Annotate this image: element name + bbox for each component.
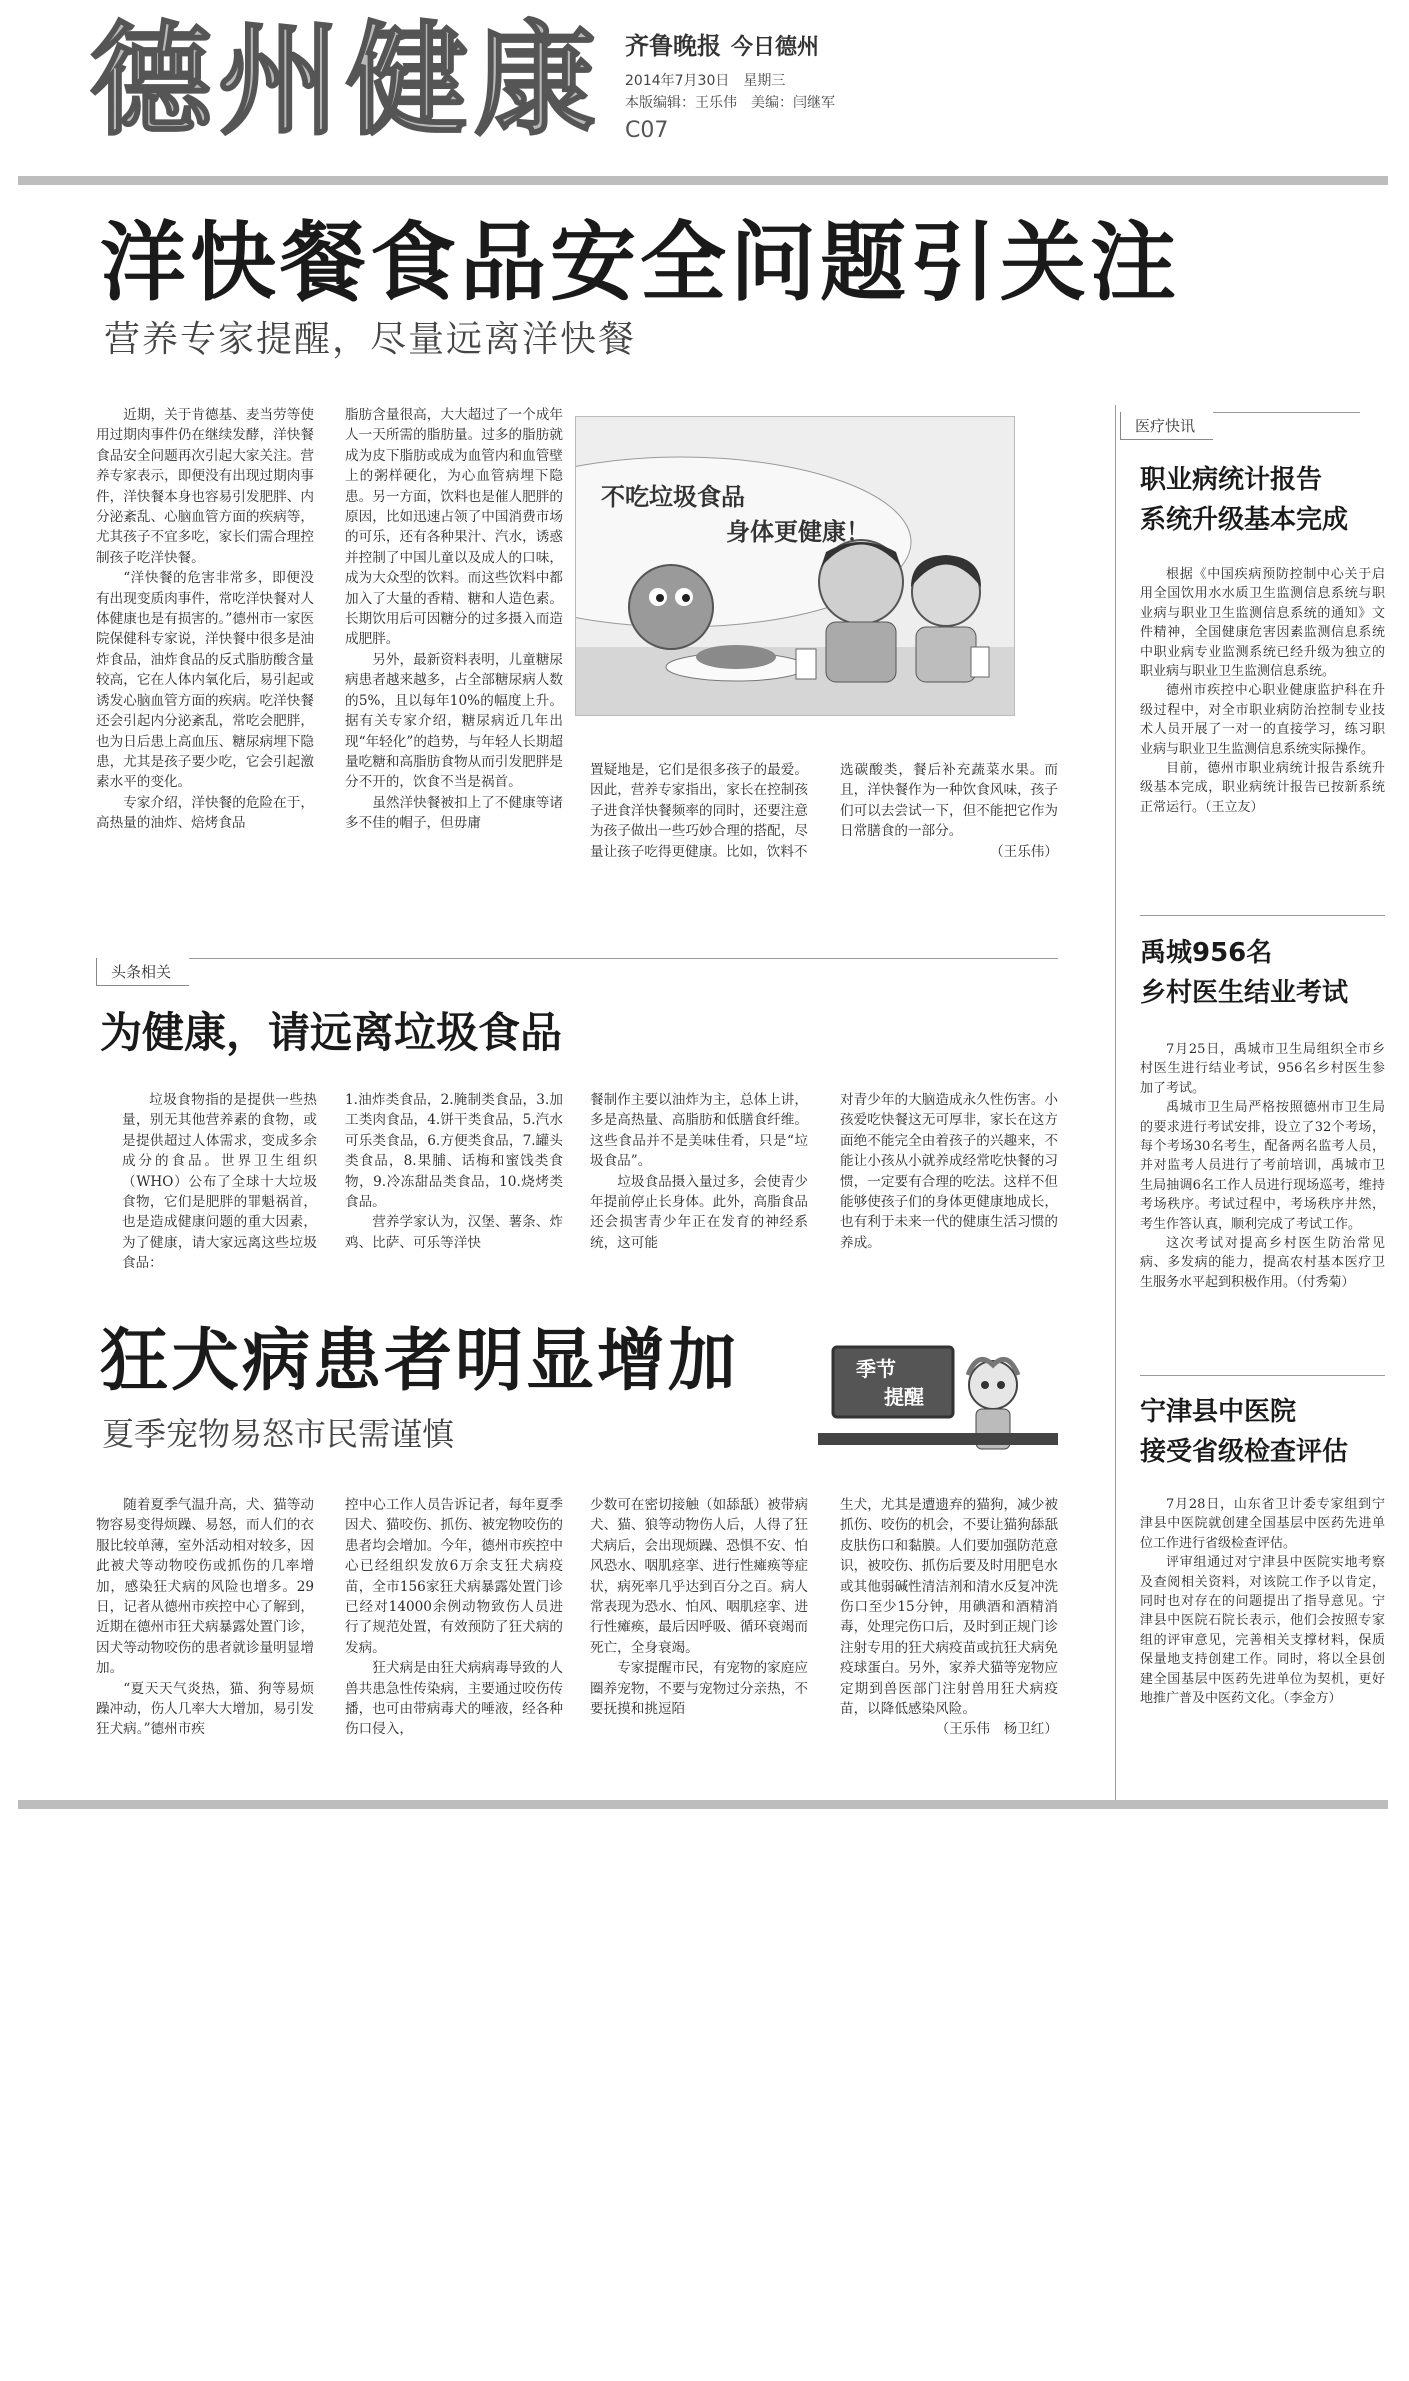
paragraph: 7月28日，山东省卫计委专家组到宁津县中医院就创建全国基层中医药先进单位工作进行省级检查评估。 bbox=[1140, 1497, 1385, 1551]
rabies-headline: 狂犬病患者明显增加 bbox=[100, 1322, 740, 1401]
paragraph: 生犬，尤其是遭遗弃的猫狗，减少被抓伤、咬伤的机会，不要让猫狗舔舐皮肤伤口和黏膜。人们要加强防范意识，被咬伤、抓伤后要及时用肥皂水或其他弱碱性清洁剂和清水反复冲洗伤口至少15分钟，用碘酒和酒精消毒，处理完伤口后，及时到正规门诊注射专用的狂犬病疫苗或抗狂犬病免疫球蛋白。另外，家养犬猫等宠物应定期到兽医部门注射兽用狂犬病疫苗，以降低感染风险。 bbox=[840, 1497, 1058, 1718]
issue-date: 2014年7月30日 星期三 bbox=[625, 73, 786, 89]
paragraph: 目前，德州市职业病统计报告系统升级基本完成，职业病统计报告已按新系统正常运行。（王立友） bbox=[1140, 761, 1385, 815]
news2-body bbox=[1140, 1040, 1385, 1370]
news2-title-line2: 乡村医生结业考试 bbox=[1140, 978, 1349, 1008]
sidebar-tab: 医疗快讯 bbox=[1120, 412, 1213, 440]
related-headline: 为健康，请远离垃圾食品 bbox=[100, 1008, 563, 1057]
paragraph: 脂肪含量很高，大大超过了一个成年人一天所需的脂肪量。过多的脂肪就成为皮下脂肪或成为血管内和血管壁上的粥样硬化，为心血管病埋下隐患。另一方面，饮料也是催人肥胖的原因，比如迅速占领了中国消费市场的可乐，还有各种果汁、汽水，诱惑并控制了中国儿童以及成人的口味，成为大众型的饮料。而这些饮料中都加入了大量的香精、糖和人造色素。长期饮用后可因糖分的过多摄入而造成肥胖。 bbox=[345, 407, 563, 648]
lead-illustration bbox=[575, 416, 1015, 716]
related-column-2 bbox=[345, 1090, 563, 1280]
paragraph: 置疑地是，它们是很多孩子的最爱。因此，营养专家指出，家长在控制孩子进食洋快餐频率的同时，还要注意为孩子做出一些巧妙合理的搭配，尽量让孩子吃得更健康。比如，饮料不 bbox=[590, 762, 808, 860]
rabies-column-3 bbox=[590, 1495, 808, 1785]
news3-title bbox=[1140, 1392, 1348, 1472]
lead-column-3 bbox=[590, 760, 808, 910]
paragraph: 专家介绍，洋快餐的危险在于，高热量的油炸、焙烤食品 bbox=[96, 794, 314, 832]
bottom-divider bbox=[18, 1800, 1388, 1809]
paragraph: 根据《中国疾病预防控制中心关于启用全国饮用水水质卫生监测信息系统与职业病与职业卫生监测信息系统的通知》文件精神，全国健康危害因素监测信息系统中职业病专业监测系统已经升级为独立的职业病与职业卫生监测信息系统。 bbox=[1140, 567, 1385, 680]
board-title: 季节 bbox=[856, 1357, 896, 1381]
news2-title-line1: 禹城956名 bbox=[1140, 938, 1273, 968]
paragraph: 虽然洋快餐被扣上了不健康等诸多不佳的帽子，但毋庸 bbox=[345, 794, 563, 832]
related-column-1 bbox=[122, 1090, 317, 1280]
related-divider bbox=[96, 958, 1058, 959]
paragraph: 选碳酸类，餐后补充蔬菜水果。而且，洋快餐作为一种饮食风味，孩子们可以去尝试一下，但不能把它作为日常膳食的一部分。 bbox=[840, 762, 1058, 840]
paragraph: 近期，关于肯德基、麦当劳等使用过期肉事件仍在继续发酵，洋快餐食品安全问题再次引起大家关注。营养专家表示，即便没有出现过期肉事件，洋快餐本身也容易引发肥胖、内分泌紊乱、心脑血管方面的疾病等，尤其孩子不宜多吃，家长们需合理控制孩子吃洋快餐。 bbox=[96, 407, 314, 566]
rabies-subhead: 夏季宠物易怒市民需谨慎 bbox=[102, 1415, 455, 1453]
news1-title-line2: 系统升级基本完成 bbox=[1140, 505, 1349, 535]
news1-body bbox=[1140, 565, 1385, 910]
paragraph: 德州市疾控中心职业健康监护科在升级过程中，对全市职业病防治控制专业技术人员开展了一对一的直接学习，练习职业病与职业卫生监测信息系统实际操作。 bbox=[1140, 683, 1385, 757]
sidebar-divider-1 bbox=[1140, 915, 1385, 916]
paragraph: 1.油炸类食品，2.腌制类食品，3.加工类肉食品，4.饼干类食品，5.汽水可乐类食品，6.方便类食品，7.罐头类食品，8.果脯、话梅和蜜饯类食物，9.冷冻甜品类食品，10.烧烤类食品。 bbox=[345, 1092, 563, 1211]
paragraph: 对青少年的大脑造成永久性伤害。小孩爱吃快餐这无可厚非，家长在这方面绝不能完全由着孩子的兴趣来，不能让小孩从小就养成经常吃快餐的习惯，一定要有合理的吃法。这样不但能够使孩子们的身体更健康地成长，也有利于未来一代的健康生活习惯的养成。 bbox=[840, 1092, 1058, 1251]
paragraph: 另外，最新资料表明，儿童糖尿病患者越来越多，占全部糖尿病人数的5%，且以每年10%的幅度上升。据有关专家介绍，糖尿病近几年出现“年轻化”的趋势，与年轻人长期超量吃糖和高脂肪食物从而引发肥胖是分不开的，饮食不当是祸首。 bbox=[345, 651, 563, 791]
sidebar-divider-2 bbox=[1140, 1375, 1385, 1376]
kids-eating-illustration bbox=[576, 417, 1015, 716]
paragraph: 控中心工作人员告诉记者，每年夏季因犬、猫咬伤、抓伤、被宠物咬伤的患者均会增加。今年，德州市疾控中心已经组织发放6万余支狂犬病疫苗，全市156家狂犬病暴露处置门诊已经对14000余例动物致伤人员进行了规范处置，有效预防了狂犬病的发病。 bbox=[345, 1497, 563, 1656]
sidebar-divider bbox=[1115, 405, 1116, 1800]
paragraph: 评审组通过对宁津县中医院实地考察及查阅相关资料，对该院工作予以肯定，同时也对存在的问题提出了指导意见。宁津县中医院石院长表示，他们会按照专家组的评审意见，完善相关支撑材料，保质保量地支持创建工作。同时，将以全县创建全国基层中医药先进单位为契机，更好地推广普及中医药文化。（李金方） bbox=[1140, 1555, 1385, 1707]
related-column-3 bbox=[590, 1090, 808, 1280]
brand-logo bbox=[625, 26, 819, 61]
news2-title bbox=[1140, 933, 1348, 1013]
news3-body bbox=[1140, 1495, 1385, 1795]
paragraph: 狂犬病是由狂犬病病毒导致的人兽共患急性传染病，主要通过咬伤传播，也可由带病毒犬的唾液，经各种伤口侵入， bbox=[345, 1660, 563, 1738]
related-column-4 bbox=[840, 1090, 1058, 1280]
paragraph: 营养学家认为，汉堡、薯条、炸鸡、比萨、可乐等洋快 bbox=[345, 1214, 563, 1251]
paragraph: “夏天天气炎热，猫、狗等易烦躁冲动，伤人几率大大增加，易引发狂犬病。”德州市疾 bbox=[96, 1680, 314, 1738]
paragraph: 随着夏季气温升高，犬、猫等动物容易变得烦躁、易怒，而人们的衣服比较单薄，室外活动相对较多，因此被犬等动物咬伤或抓伤的几率增加，感染狂犬病的风险也增多。29日，记者从德州市疾控中心了解到，近期在德州市狂犬病暴露处置门诊，因犬等动物咬伤的患者就诊量明显增加。 bbox=[96, 1497, 314, 1677]
news3-title-line2: 接受省级检查评估 bbox=[1140, 1437, 1349, 1467]
top-divider bbox=[18, 176, 1388, 185]
paragraph: 餐制作主要以油炸为主，总体上讲，多是高热量、高脂肪和低膳食纤维。这些食品并不是美味佳肴，只是“垃圾食品”。 bbox=[590, 1092, 808, 1170]
paragraph: 少数可在密切接触（如舔舐）被带病犬、猫、狼等动物伤人后，人得了狂犬病后，会出现烦躁、恐惧不安、怕风恐水、咽肌痉挛、进行性瘫痪等症状，病死率几乎达到百分之百。病人常表现为恐水、怕风、咽肌痉挛、进行性瘫痪，最后因呼吸、循环衰竭而死亡，全身衰竭。 bbox=[590, 1497, 808, 1656]
illustration-slogan-1: 不吃垃圾食品 bbox=[601, 483, 745, 511]
illustration-slogan-2: 身体更健康！ bbox=[726, 518, 870, 546]
editors-credit: 本版编辑：王乐伟 美编：闫继军 bbox=[625, 95, 835, 111]
paragraph: 禹城市卫生局严格按照德州市卫生局的要求进行考试安排，设立了32个考场，每个考场30名考生，配备两名监考人员，并对监考人员进行了考前培训，禹城市卫生局抽调6名工作人员进行现场巡考，维持考场秩序。考试过程中，考场秩序井然，考生作答认真，顺利完成了考试工作。 bbox=[1140, 1100, 1385, 1232]
news1-title-line1: 职业病统计报告 bbox=[1140, 465, 1323, 495]
paragraph: 7月25日，禹城市卫生局组织全市乡村医生进行结业考试，956名乡村医生参加了考试。 bbox=[1140, 1042, 1385, 1096]
lead-column-1 bbox=[96, 405, 314, 930]
page-code: C07 bbox=[625, 118, 669, 143]
board-word: 提醒 bbox=[884, 1385, 924, 1409]
news3-title-line1: 宁津县中医院 bbox=[1140, 1397, 1297, 1427]
news1-title bbox=[1140, 460, 1348, 540]
related-tab: 头条相关 bbox=[96, 958, 189, 986]
rabies-column-1 bbox=[96, 1495, 314, 1785]
paragraph: “洋快餐的危害非常多，即便没有出现变质肉事件，常吃洋快餐对人体健康也是有损害的。”德州市一家医院保健科专家说，洋快餐中很多是油炸食品，油炸食品的反式脂肪酸含量较高，它在人体内氧化后，易引起或诱发心脑血管方面的疾病。吃洋快餐还会引起内分泌紊乱，常吃会肥胖，也为日后患上高血压、糖尿病埋下隐患，尤其是孩子要少吃，它会引起激素水平的变化。 bbox=[96, 570, 314, 791]
rabies-column-4 bbox=[840, 1495, 1058, 1785]
brand-edition: 今日德州 bbox=[731, 35, 820, 60]
paragraph: 专家提醒市民，有宠物的家庭应圈养宠物，不要与宠物过分亲热，不要抚摸和挑逗陌 bbox=[590, 1660, 808, 1718]
paragraph: 垃圾食物指的是提供一些热量，别无其他营养素的食物，或是提供超过人体需求，变成多余成分的食品。世界卫生组织（WHO）公布了全球十大垃圾食物，它们是肥胖的罪魁祸首，也是造成健康问题的重大因素，为了健康，请大家远离这些垃圾食品： bbox=[122, 1092, 317, 1272]
byline: （王乐伟 杨卫红） bbox=[935, 1721, 1058, 1738]
rabies-column-2 bbox=[345, 1495, 563, 1785]
lead-headline: 洋快餐食品安全问题引关注 bbox=[100, 213, 1180, 313]
season-reminder-graphic bbox=[818, 1345, 1058, 1455]
paragraph: 垃圾食品摄入量过多，会使青少年提前停止长身体。此外，高脂食品还会损害青少年正在发育的神经系统，这可能 bbox=[590, 1173, 808, 1251]
lead-subhead: 营养专家提醒，尽量远离洋快餐 bbox=[104, 319, 637, 360]
lead-column-2 bbox=[345, 405, 563, 930]
brand-paper: 齐鲁晚报 bbox=[625, 32, 721, 60]
byline: （王乐伟） bbox=[990, 843, 1058, 860]
masthead-title: 德州健康 bbox=[90, 10, 602, 152]
lead-column-4 bbox=[840, 760, 1058, 930]
chalkboard-icon bbox=[818, 1345, 1058, 1455]
paragraph: 这次考试对提高乡村医生防治常见病、多发病的能力，提高农村基本医疗卫生服务水平起到积极作用。（付秀菊） bbox=[1140, 1236, 1385, 1290]
